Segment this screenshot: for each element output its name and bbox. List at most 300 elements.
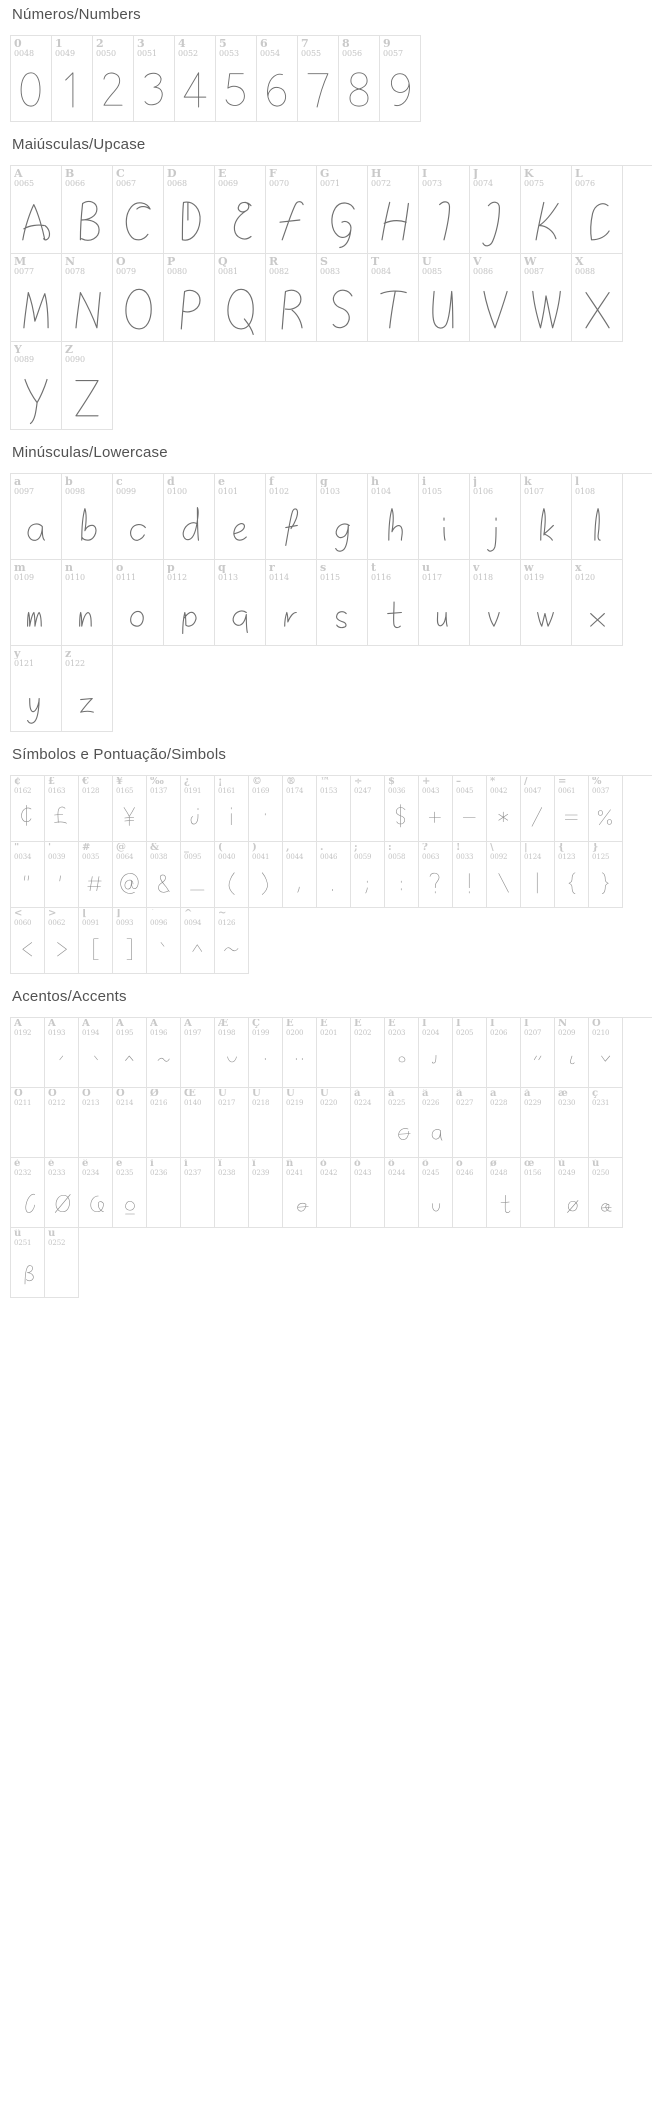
glyph-code-label: 0075 (524, 179, 544, 188)
glyph-cell-meta (470, 166, 520, 187)
glyph-cell-meta (113, 1088, 146, 1107)
section-accents (0, 974, 661, 1298)
glyph-drawing (385, 860, 418, 907)
glyph-drawing (134, 56, 174, 121)
glyph-character-label: ¡ (218, 777, 223, 787)
glyph-cell[interactable] (317, 474, 368, 560)
glyph-character-label: Á (48, 1019, 56, 1029)
glyph-character-label: ä (490, 1089, 497, 1099)
glyph-cell[interactable] (79, 842, 113, 908)
glyph-character-label: € (82, 777, 89, 787)
glyph-code-label: 0161 (218, 787, 236, 795)
glyph-cell[interactable] (555, 842, 589, 908)
glyph-cell-meta (487, 842, 520, 861)
glyph-character-label: 3 (137, 38, 145, 49)
glyph-cell[interactable] (521, 1158, 555, 1228)
glyph-cell-meta (181, 1018, 214, 1037)
glyph-character-label: Ã (116, 1019, 124, 1029)
glyph-drawing (249, 860, 282, 907)
glyph-cell[interactable] (521, 842, 555, 908)
glyph-cell[interactable] (215, 254, 266, 342)
glyph-cell-meta (317, 842, 350, 861)
glyph-cell[interactable] (11, 474, 62, 560)
glyph-cell-meta (215, 1158, 248, 1177)
glyph-character-label: ì (150, 1159, 154, 1169)
glyph-cell[interactable] (419, 776, 453, 842)
glyph-cell[interactable] (351, 1018, 385, 1088)
glyph-cell-meta (62, 342, 112, 363)
glyph-drawing (249, 1036, 282, 1087)
glyph-character-label: å (524, 1089, 531, 1099)
glyph-cell[interactable] (11, 342, 62, 430)
glyph-code-label: 0085 (422, 267, 442, 276)
glyph-cell-meta (351, 1158, 384, 1177)
glyph-code-label: 0212 (48, 1099, 66, 1107)
glyph-cell[interactable] (79, 908, 113, 974)
glyph-character-label: + (422, 777, 431, 787)
glyph-cell[interactable] (164, 474, 215, 560)
glyph-cell[interactable] (11, 166, 62, 254)
glyph-cell[interactable] (589, 1088, 623, 1158)
glyph-cell[interactable] (147, 1158, 181, 1228)
glyph-cell[interactable] (470, 474, 521, 560)
glyph-cell-meta (11, 1158, 44, 1177)
glyph-character-label: ; (354, 843, 358, 853)
glyph-code-label: 0120 (575, 573, 595, 582)
glyph-cell[interactable] (257, 36, 298, 122)
glyph-cell[interactable] (45, 1228, 79, 1298)
glyph-cell[interactable] (11, 254, 62, 342)
glyph-cell[interactable] (11, 776, 45, 842)
glyph-cell[interactable] (113, 1158, 147, 1228)
glyph-drawing (521, 580, 571, 645)
glyph-cell[interactable] (45, 1088, 79, 1158)
glyph-cell[interactable] (419, 166, 470, 254)
glyph-drawing (113, 794, 146, 841)
glyph-drawing (147, 860, 180, 907)
glyph-cell[interactable] (215, 776, 249, 842)
glyph-cell[interactable] (572, 166, 623, 254)
glyph-cell-meta (317, 474, 367, 495)
glyph-cell[interactable] (487, 776, 521, 842)
glyph-cell[interactable] (45, 776, 79, 842)
glyph-code-label: 0070 (269, 179, 289, 188)
glyph-cell[interactable] (113, 1018, 147, 1088)
glyph-code-label: 0067 (116, 179, 136, 188)
glyph-cell[interactable] (79, 776, 113, 842)
glyph-cell[interactable] (93, 36, 134, 122)
glyph-cell[interactable] (317, 842, 351, 908)
glyph-cell-meta (317, 1158, 350, 1177)
glyph-cell[interactable] (62, 474, 113, 560)
glyph-cell[interactable] (453, 1088, 487, 1158)
glyph-code-label: 0049 (55, 49, 75, 58)
glyph-character-label: £ (48, 777, 55, 787)
glyph-cell-meta (351, 776, 384, 795)
glyph-cell[interactable] (181, 776, 215, 842)
glyph-character-label: B (65, 168, 75, 179)
glyph-character-label: i (422, 476, 427, 487)
section-title-lowercase: Minúsculas/Lowercase (12, 444, 168, 461)
glyph-cell-meta (79, 1018, 112, 1037)
glyph-cell[interactable] (589, 1018, 623, 1088)
glyph-cell[interactable] (181, 1088, 215, 1158)
glyph-drawing (45, 794, 78, 841)
glyph-cell-meta (175, 36, 215, 57)
glyph-cell[interactable] (351, 1088, 385, 1158)
glyph-drawing (257, 56, 297, 121)
glyph-drawing (487, 794, 520, 841)
glyph-cell[interactable] (62, 560, 113, 646)
glyph-cell[interactable] (521, 474, 572, 560)
glyph-cell[interactable] (11, 560, 62, 646)
glyph-cell[interactable] (385, 776, 419, 842)
glyph-character-label: É (320, 1019, 328, 1029)
glyph-cell[interactable] (181, 842, 215, 908)
glyph-character-label: D (167, 168, 177, 179)
glyph-cell-meta (521, 1018, 554, 1037)
glyph-cell[interactable] (215, 1018, 249, 1088)
glyph-cell[interactable] (134, 36, 175, 122)
glyph-code-label: 0163 (48, 787, 66, 795)
glyph-code-label: 0108 (575, 487, 595, 496)
glyph-cell-meta (521, 842, 554, 861)
glyph-cell[interactable] (521, 254, 572, 342)
glyph-cell[interactable] (368, 254, 419, 342)
glyph-cell[interactable] (351, 1158, 385, 1228)
glyph-cell[interactable] (589, 1158, 623, 1228)
glyph-character-label: Y (14, 344, 22, 355)
glyph-character-label: | (524, 843, 528, 853)
glyph-cell[interactable] (419, 1018, 453, 1088)
glyph-code-label: 0074 (473, 179, 493, 188)
glyph-drawing (470, 580, 520, 645)
glyph-cell[interactable] (453, 776, 487, 842)
glyph-character-label: í (184, 1159, 188, 1169)
glyph-character-label: m (14, 562, 26, 573)
glyph-cell[interactable] (79, 1088, 113, 1158)
glyph-cell[interactable] (521, 1018, 555, 1088)
glyph-cell[interactable] (113, 776, 147, 842)
glyph-cell[interactable] (147, 776, 181, 842)
glyph-cell[interactable] (317, 166, 368, 254)
glyph-cell[interactable] (113, 166, 164, 254)
glyph-cell[interactable] (339, 36, 380, 122)
glyph-cell-meta (266, 474, 316, 495)
glyph-cell[interactable] (283, 1088, 317, 1158)
glyph-character-label: % (592, 777, 602, 787)
glyph-cell[interactable] (11, 1088, 45, 1158)
glyph-cell-meta (521, 1158, 554, 1177)
glyph-cell[interactable] (589, 842, 623, 908)
glyph-character-label: ~ (218, 909, 227, 919)
glyph-character-label: V (473, 256, 482, 267)
glyph-cell[interactable] (555, 1018, 589, 1088)
glyph-character-label: z (65, 648, 72, 659)
glyph-drawing (487, 860, 520, 907)
glyph-code-label: 0099 (116, 487, 136, 496)
glyph-cell[interactable] (62, 646, 113, 732)
glyph-cell[interactable] (11, 36, 52, 122)
glyph-cell-meta (147, 776, 180, 795)
glyph-code-label: 0073 (422, 179, 442, 188)
glyph-cell[interactable] (487, 1018, 521, 1088)
glyph-character-label: " (14, 843, 20, 853)
glyph-cell[interactable] (317, 1088, 351, 1158)
glyph-cell[interactable] (45, 842, 79, 908)
glyph-cell[interactable] (45, 1158, 79, 1228)
glyph-cell[interactable] (164, 166, 215, 254)
glyph-cell-meta (181, 776, 214, 795)
glyph-cell[interactable] (45, 1018, 79, 1088)
glyph-character-label: Í (456, 1019, 461, 1029)
glyph-code-label: 0039 (48, 853, 66, 861)
glyph-character-label: ç (592, 1089, 599, 1099)
glyph-character-label: û (14, 1229, 22, 1239)
glyph-cell[interactable] (385, 842, 419, 908)
glyph-cell[interactable] (317, 1018, 351, 1088)
glyph-character-label: e (218, 476, 225, 487)
glyph-cell[interactable] (298, 36, 339, 122)
glyph-drawing (181, 794, 214, 841)
glyph-drawing (62, 580, 112, 645)
glyph-cell[interactable] (283, 842, 317, 908)
glyph-drawing (351, 860, 384, 907)
glyph-cell[interactable] (385, 1018, 419, 1088)
glyph-character-label: ú (592, 1159, 600, 1169)
glyph-cell[interactable] (266, 474, 317, 560)
glyph-drawing (147, 1036, 180, 1087)
glyph-cell[interactable] (249, 1158, 283, 1228)
glyph-cell[interactable] (249, 1018, 283, 1088)
glyph-code-label: 0125 (592, 853, 610, 861)
glyph-cell[interactable] (147, 908, 181, 974)
glyph-cell[interactable] (147, 1018, 181, 1088)
glyph-cell[interactable] (555, 776, 589, 842)
glyph-cell[interactable] (419, 474, 470, 560)
glyph-cell[interactable] (470, 254, 521, 342)
glyph-cell[interactable] (215, 560, 266, 646)
glyph-code-label: 0110 (65, 573, 85, 582)
glyph-cell[interactable] (368, 560, 419, 646)
glyph-cell[interactable] (283, 1018, 317, 1088)
glyph-cell[interactable] (419, 1158, 453, 1228)
glyph-cell-meta (249, 776, 282, 795)
glyph-cell[interactable] (283, 1158, 317, 1228)
glyph-cell[interactable] (147, 1088, 181, 1158)
glyph-cell[interactable] (453, 1018, 487, 1088)
glyph-character-label: Ü (320, 1089, 329, 1099)
glyph-cell[interactable] (572, 560, 623, 646)
glyph-cell[interactable] (181, 1158, 215, 1228)
glyph-code-label: 0086 (473, 267, 493, 276)
glyph-cell[interactable] (215, 1088, 249, 1158)
glyph-drawing (45, 1176, 78, 1227)
glyph-cell[interactable] (351, 842, 385, 908)
glyph-cell-meta (215, 560, 265, 581)
glyph-grid-symbols (10, 775, 652, 974)
glyph-cell[interactable] (164, 254, 215, 342)
glyph-cell[interactable] (266, 560, 317, 646)
glyph-drawing (572, 186, 622, 253)
glyph-character-label: M (14, 256, 27, 267)
glyph-cell[interactable] (11, 908, 45, 974)
glyph-cell[interactable] (368, 474, 419, 560)
glyph-cell[interactable] (419, 560, 470, 646)
glyph-cell-meta (11, 1088, 44, 1107)
glyph-code-label: 0239 (252, 1169, 270, 1177)
glyph-cell[interactable] (215, 908, 249, 974)
glyph-cell-meta (351, 1018, 384, 1037)
glyph-cell[interactable] (11, 1228, 45, 1298)
glyph-cell[interactable] (555, 1088, 589, 1158)
glyph-cell[interactable] (266, 254, 317, 342)
section-title-uppercase: Maiúsculas/Upcase (12, 136, 146, 153)
glyph-drawing (11, 1246, 44, 1297)
glyph-cell-meta (487, 1018, 520, 1037)
glyph-cell-meta (11, 1018, 44, 1037)
glyph-cell[interactable] (419, 842, 453, 908)
glyph-drawing (368, 274, 418, 341)
glyph-cell-meta (11, 342, 61, 363)
glyph-code-label: 0059 (354, 853, 372, 861)
glyph-cell[interactable] (470, 560, 521, 646)
glyph-cell[interactable] (317, 776, 351, 842)
glyph-cell[interactable] (113, 560, 164, 646)
glyph-cell[interactable] (175, 36, 216, 122)
glyph-cell[interactable] (317, 560, 368, 646)
glyph-cell[interactable] (487, 1158, 521, 1228)
glyph-cell[interactable] (113, 1088, 147, 1158)
glyph-cell-meta (555, 1158, 588, 1177)
glyph-cell[interactable] (79, 1158, 113, 1228)
glyph-character-label: E (218, 168, 227, 179)
glyph-cell-meta (181, 1158, 214, 1177)
glyph-cell[interactable] (215, 1158, 249, 1228)
glyph-cell[interactable] (385, 1088, 419, 1158)
glyph-cell[interactable] (62, 166, 113, 254)
glyph-cell-meta (215, 474, 265, 495)
glyph-cell[interactable] (11, 842, 45, 908)
glyph-code-label: 0065 (14, 179, 34, 188)
glyph-character-label: ô (388, 1159, 395, 1169)
glyph-cell-meta (521, 1088, 554, 1107)
glyph-cell[interactable] (215, 474, 266, 560)
glyph-cell[interactable] (45, 908, 79, 974)
glyph-cell[interactable] (164, 560, 215, 646)
glyph-drawing (589, 860, 622, 907)
glyph-drawing (572, 580, 622, 645)
glyph-cell[interactable] (249, 842, 283, 908)
glyph-character-label: ¥ (116, 777, 123, 787)
glyph-code-label: 0058 (388, 853, 406, 861)
glyph-code-label: 0100 (167, 487, 187, 496)
glyph-cell[interactable] (380, 36, 421, 122)
glyph-code-label: 0104 (371, 487, 391, 496)
glyph-cell-meta (62, 254, 112, 275)
glyph-code-label: 0106 (473, 487, 493, 496)
glyph-cell[interactable] (317, 254, 368, 342)
glyph-cell[interactable] (317, 1158, 351, 1228)
glyph-cell[interactable] (249, 776, 283, 842)
glyph-cell[interactable] (113, 474, 164, 560)
glyph-cell[interactable] (419, 254, 470, 342)
glyph-cell[interactable] (216, 36, 257, 122)
glyph-cell[interactable] (453, 842, 487, 908)
glyph-cell[interactable] (62, 342, 113, 430)
glyph-code-label: 0204 (422, 1029, 440, 1037)
glyph-cell[interactable] (79, 1018, 113, 1088)
glyph-cell[interactable] (113, 908, 147, 974)
glyph-drawing (215, 1036, 248, 1087)
glyph-cell[interactable] (470, 166, 521, 254)
glyph-cell-meta (11, 776, 44, 795)
glyph-cell[interactable] (521, 1088, 555, 1158)
glyph-cell-meta (113, 560, 163, 581)
glyph-code-label: 0068 (167, 179, 187, 188)
glyph-drawing (215, 494, 265, 559)
glyph-cell[interactable] (589, 776, 623, 842)
glyph-cell-meta (487, 1088, 520, 1107)
glyph-drawing (266, 494, 316, 559)
glyph-drawing (266, 186, 316, 253)
glyph-cell[interactable] (521, 776, 555, 842)
glyph-code-label: 0203 (388, 1029, 406, 1037)
glyph-cell[interactable] (487, 1088, 521, 1158)
glyph-cell-meta (11, 646, 61, 667)
glyph-cell[interactable] (419, 1088, 453, 1158)
glyph-cell[interactable] (113, 254, 164, 342)
glyph-cell[interactable] (521, 166, 572, 254)
glyph-cell[interactable] (351, 776, 385, 842)
glyph-code-label: 0103 (320, 487, 340, 496)
glyph-cell[interactable] (521, 560, 572, 646)
glyph-cell[interactable] (215, 842, 249, 908)
glyph-cell[interactable] (11, 1158, 45, 1228)
glyph-cell[interactable] (385, 1158, 419, 1228)
glyph-cell[interactable] (147, 842, 181, 908)
glyph-cell-meta (298, 36, 338, 57)
glyph-cell[interactable] (249, 1088, 283, 1158)
glyph-code-label: 0235 (116, 1169, 134, 1177)
glyph-code-label: 0101 (218, 487, 238, 496)
glyph-cell[interactable] (555, 1158, 589, 1228)
glyph-cell[interactable] (11, 1018, 45, 1088)
glyph-cell[interactable] (113, 842, 147, 908)
glyph-cell[interactable] (215, 166, 266, 254)
glyph-code-label: 0248 (490, 1169, 508, 1177)
glyph-cell[interactable] (368, 166, 419, 254)
glyph-code-label: 0244 (388, 1169, 406, 1177)
glyph-character-label: Æ (218, 1019, 229, 1029)
glyph-drawing (93, 56, 133, 121)
glyph-cell[interactable] (487, 842, 521, 908)
glyph-cell[interactable] (181, 1018, 215, 1088)
glyph-cell[interactable] (62, 254, 113, 342)
glyph-cell[interactable] (572, 254, 623, 342)
glyph-cell[interactable] (572, 474, 623, 560)
glyph-cell[interactable] (11, 646, 62, 732)
glyph-cell[interactable] (266, 166, 317, 254)
glyph-cell[interactable] (52, 36, 93, 122)
glyph-cell-meta (368, 254, 418, 275)
glyph-cell[interactable] (181, 908, 215, 974)
glyph-character-label: © (252, 777, 262, 787)
glyph-cell[interactable] (283, 776, 317, 842)
glyph-code-label: 0107 (524, 487, 544, 496)
glyph-cell[interactable] (453, 1158, 487, 1228)
glyph-code-label: 0137 (150, 787, 168, 795)
